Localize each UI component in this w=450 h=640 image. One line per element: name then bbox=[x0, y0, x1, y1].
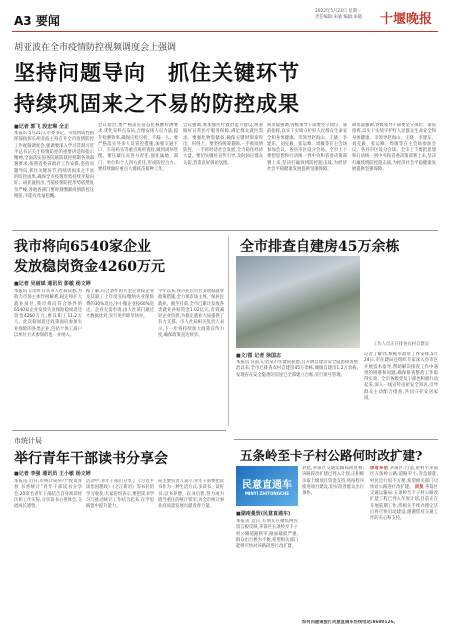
housing-byline: ■记者 吴丽斌 通讯员 彭敏 杨文婷 bbox=[14, 281, 91, 287]
question-label: 读者来信 bbox=[370, 466, 389, 471]
lead-kicker: 胡亚波在全市疫情防控视频调度会上强调 bbox=[14, 43, 177, 53]
housing-col-1: 本报讯 记者昨日从市人社局获悉,为助力市场主体纾困解难,稳定和扩大就业岗位,我市将向符合条件的6540家企业发放失业保险稳岗返还资金4260万元,惠及职工11.2万人。此次稳岗返还政策面向参加失业保险的各类企业,包括个体工商户以单位方式参保的也一并纳入。 bbox=[14, 289, 82, 339]
answer-label: 回复 bbox=[414, 484, 424, 490]
lead-col-4: 胡亚波强调,各级领导干部要坚守岗位、靠前指挥,以实干实绩守护好人民群众生命安全和身体健康。市领导赵海山、王晓、李建东、刘克毅、张运峰、周敏等在主会场参加会议。各县市区设分会场。全市上下要把思想和行动统一到中央和省委决策部署上来,坚决打赢疫情防控阻击战,为经济社会平稳健康发展提供坚强保障。 bbox=[267, 123, 347, 173]
lead-divider bbox=[12, 230, 438, 231]
vaccine-title: 全市排查自建房45万余栋 bbox=[240, 239, 400, 255]
question-text: 茅箭区:白浪,屋村至茅箭区五条岭公路,道路窄小,弯急坡陡,村民出行很不方便,希望相关部门尽快对公路进行改扩建。 bbox=[370, 466, 438, 490]
vaccine-byline: ■文/图 记者 徐国志 bbox=[236, 353, 282, 359]
mailbox-byline: ■湖南曼贸(民意直通车) bbox=[236, 511, 291, 517]
banner-sub: MINYI ZHITONGCHE bbox=[244, 491, 290, 496]
training-col-3: 局主要负责人表示,青年干部要把读书作为一种生活方式,多读书、读好书,以书养德、以书启智,努力成为堪当重任的统计铁军,为全市统计事业高质量发展贡献青春力量。 bbox=[158, 479, 224, 510]
vaccine-divider bbox=[234, 439, 438, 440]
lead-col-5: 胡亚波强调,各级领导干部要坚守岗位、靠前指挥,以实干实绩守护好人民群众生命安全和身体健康。市领导赵海山、王晓、李建东、刘克毅、张运峰、周敏等在主会场参加会议。各县市区设分会场。全市上下要把思想和行动统一到中央和省委决策部署上来,坚决打赢疫情防控阻击战,为经济社会平稳健康发展提供坚强保障。 bbox=[352, 123, 436, 173]
header-meta bbox=[315, 8, 375, 20]
mailbox-hotline: 如有问题请拨打民意直通车热线电话:8690126。 bbox=[302, 620, 398, 625]
section-label: A3 要闻 bbox=[14, 14, 60, 28]
mailbox-col-1: 本报讯 近日,有网友在聚焦网民留言板反映,茅箭区五条岭至卡子村公路道路狭窄,路面破损严重,群众出行极为不便,希望相关部门能够尽快对该路段进行改扩建。 bbox=[236, 519, 298, 550]
vaccine-col-1: 本报讯 日前,记者从市住建局获悉,自开展自建房安全隐患排查整治以来,全市已排查农村自建房45万余栋,城镇自建房1.2万余栋,发现存在安全隐患的房屋已全部建立台账,实行销号管理。 bbox=[236, 360, 358, 378]
lead-col-1: 本报讯 5月21日,市委书记、市疫情防控指挥部指挥长胡亚波主持召开全市疫情防控工作视频调度会,强调要深入学习贯彻习近平总书记关于疫情防控的重要讲话和指示精神,全面落实国务院联防联控机制各项部署要求,按照省委省政府工作安排,坚持问题导向,抓住关键环节,持续巩固来之不易的防控成果,确保全市疫情形势持续平稳向好。胡亚波指出,当前疫情防控形势依然复杂严峻,各地各部门要时刻绷紧疫情防控这根弦,不能有丝毫松懈。 bbox=[14, 131, 94, 199]
training-col-1: 本报讯 近日,市统计局举行"悦读青春 书香统计"青年干部读书分享会,20余名青年干部结合自身阅读经历和工作实际,分享读书心得体会,交流成长感悟。 bbox=[14, 479, 82, 510]
brand-logo: 十堰晚报 bbox=[380, 12, 433, 27]
editor-line: 责任编辑:朱敏 编辑:朱敏 bbox=[315, 15, 363, 20]
housing-col-3: 今年以来,我市先后出台多项稳就业政策措施,全力保市场主体、保居民就业。截至目前,全市已累计发放各类就业补贴资金1.02亿元,有效减轻企业负担,为稳定就业大局提供了有力支撑。市人社局相关负责人表示,下一步将持续加大政策宣传力度,确保政策直达快享。 bbox=[158, 289, 224, 339]
lead-byline: ■记者 郭飞 段宏琳 全正 bbox=[14, 124, 69, 130]
lead-col-3: 会议强调,要加强医疗救治能力建设,统筹做好日常医疗服务保障,满足群众就医需求。要强化物资储备,确保关键时刻拿得出、用得上。要坚持统筹兼顾,一手抓疫情防控、一手抓经济社会发展,全力稳住经济大盘。要切实做好宣传引导,及时回应群众关切,营造良好舆论氛围。 bbox=[183, 123, 263, 166]
housing-col-2: 据了解,符合条件的大型企业按企业及其职工上年度实际缴纳失业保险费的30%返还,中小微企业按60%返还。企业无需申请,由人社部门通过大数据比对,实行免申即享快办。 bbox=[86, 289, 154, 320]
vaccine-aside: 记者了解到,根据市政府工作安排,5月24日,市住建局还组织专家深入县市区开展技术指导,帮助解决排查工作中遇到的困难和问题,确保排查整治工作取得实效。全市各级党员干部也积极行动起来,深入一线宣传房屋安全知识,引导群众主动配合排查,共同守护安居家园。 bbox=[364, 352, 438, 402]
mailbox-title: 五条岭至卡子村公路何时改扩建? bbox=[240, 448, 423, 463]
date-line: 2022年5月23日 星期一 bbox=[315, 9, 362, 14]
lead-title-1: 坚持问题导向 抓住关键环节 bbox=[14, 60, 300, 85]
training-tag: 市统计局 bbox=[14, 437, 42, 445]
training-col-2: 活动中,青年干部们分享了《习近平谈治国理政》《之江新语》等书目的学习收获,大家纷纷表示,要把读书学习与推动统计工作结合起来,在学思践悟中提升能力。 bbox=[86, 479, 154, 510]
photo-caption: 工作人员正在排查农村自建房 bbox=[373, 342, 429, 347]
lead-col-2: 会议指出,要严格落实常态化核酸检测要求,优化采样点布局,合理安排人员力量,提升检测效率,确保应检尽检、不漏一人。要严格落实外来人员管控措施,加强交通卡口、车站码头等重点场所查验,做到闭环管理。要压紧压实各方责任,强化属地、部门、单位和个人四方责任,形成防控合力。要持续做好重点人群疫苗接种工作。 bbox=[98, 123, 178, 173]
housing-divider bbox=[12, 430, 226, 431]
inspection-photo bbox=[236, 256, 360, 348]
banner-title: 民意直通车 bbox=[242, 480, 292, 491]
training-byline: ■记者 李强 通讯员 王小敏 杨文婷 bbox=[14, 471, 91, 477]
housing-vdivider bbox=[228, 236, 229, 426]
mailbox-col-2: 对此,茅箭区交通运输局回复称,该路段改扩建已列入计划,正积极争取上级项目资金支持,将按程序推进项目建设,切实改善群众出行条件。 bbox=[302, 466, 364, 497]
housing-title-1: 我市将向6540家企业 bbox=[14, 239, 151, 255]
mailbox-question-block bbox=[370, 466, 438, 616]
answer-text: 茅箭区交通运输局:五条岭至卡子村公路改扩建工程已列入年度计划,目前正在开展前期工作,待相关手续办理完毕后将尽快启动建设,感谢您对交通工作的关心和支持。 bbox=[370, 484, 438, 522]
header-rule bbox=[12, 31, 438, 32]
lead-title-2: 持续巩固来之不易的防控成果 bbox=[14, 91, 300, 116]
housing-title-2: 发放稳岗资金4260万元 bbox=[14, 259, 165, 275]
minyi-banner bbox=[236, 466, 298, 506]
training-title: 举行青年干部读书分享会 bbox=[14, 451, 168, 467]
